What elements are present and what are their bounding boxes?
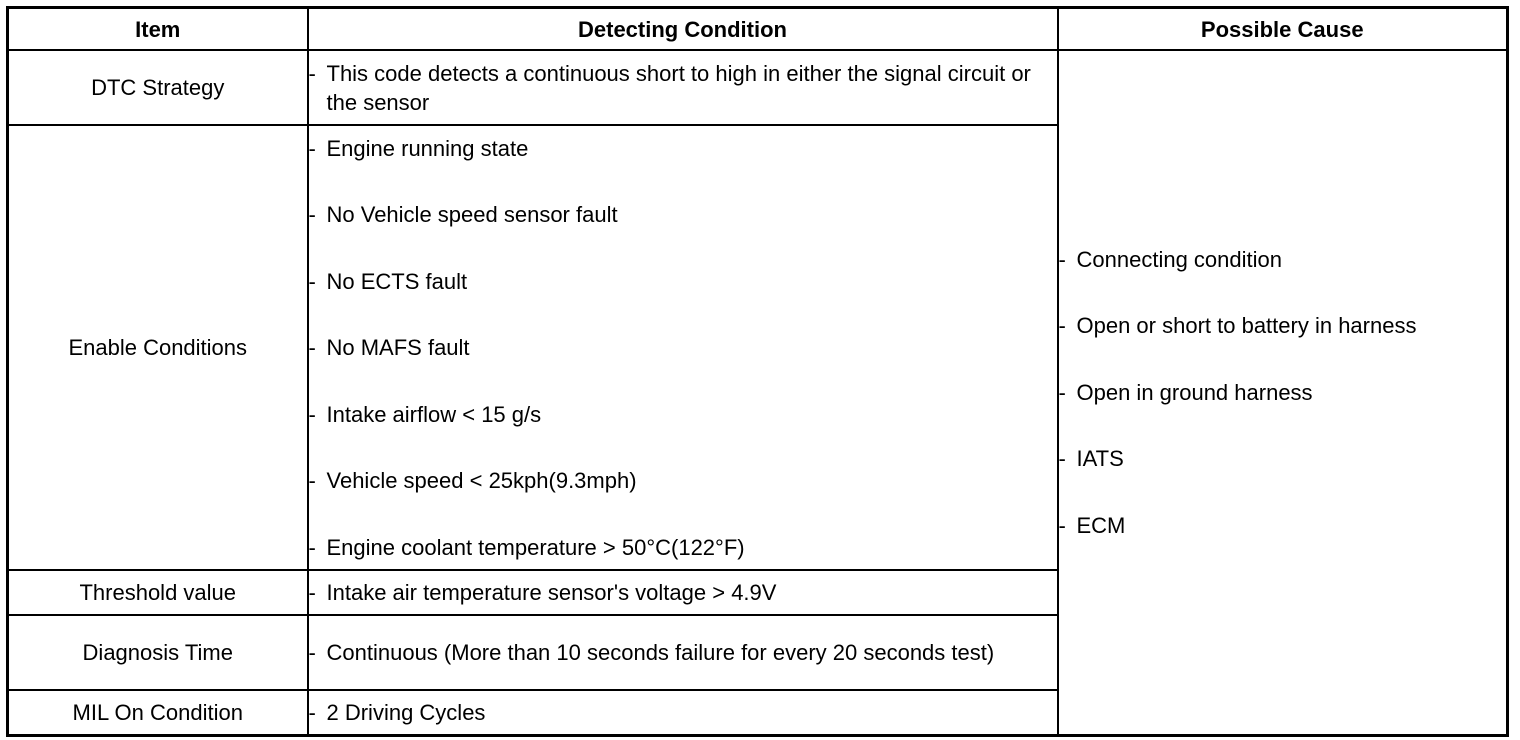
condition-line bbox=[309, 400, 1057, 429]
item-enable-conditions: Enable Conditions bbox=[8, 125, 308, 570]
cause-text: Open or short to battery in harness bbox=[1076, 313, 1417, 339]
condition-cell bbox=[308, 690, 1058, 735]
condition-line bbox=[309, 578, 1057, 607]
header-detecting-condition: Detecting Condition bbox=[308, 8, 1058, 51]
header-item: Item bbox=[8, 8, 308, 51]
condition-line bbox=[309, 134, 1057, 163]
cause-line bbox=[1059, 311, 1507, 340]
item-mil-on-condition: MIL On Condition bbox=[8, 690, 308, 735]
bullet-dash: - bbox=[308, 202, 316, 227]
bullet-dash: - bbox=[308, 534, 316, 560]
condition-text: Intake airflow < 15 g/s bbox=[326, 401, 542, 427]
dtc-table bbox=[6, 6, 1509, 737]
condition-text: Engine running state bbox=[326, 135, 529, 161]
bullet-dash: - bbox=[308, 468, 316, 493]
cause-text: Connecting condition bbox=[1076, 246, 1282, 272]
condition-line bbox=[309, 533, 1057, 562]
item-dtc-strategy: DTC Strategy bbox=[8, 50, 308, 125]
condition-text: Vehicle speed < 25kph(9.3mph) bbox=[326, 468, 637, 493]
cause-line bbox=[1059, 245, 1507, 274]
bullet-dash: - bbox=[308, 401, 316, 427]
item-diagnosis-time: Diagnosis Time bbox=[8, 615, 308, 690]
condition-text: 2 Driving Cycles bbox=[326, 699, 486, 725]
condition-text: Continuous (More than 10 seconds failure for every 20 seconds test) bbox=[326, 640, 995, 665]
condition-cell bbox=[308, 570, 1058, 615]
condition-line bbox=[309, 466, 1057, 495]
item-threshold-value: Threshold value bbox=[8, 570, 308, 615]
condition-line bbox=[309, 333, 1057, 362]
bullet-dash: - bbox=[1058, 379, 1066, 405]
possible-cause-cell bbox=[1058, 50, 1508, 735]
cause-line bbox=[1059, 378, 1507, 407]
bullet-dash: - bbox=[308, 580, 316, 605]
condition-text: No ECTS fault bbox=[326, 268, 468, 294]
condition-cell bbox=[308, 615, 1058, 690]
condition-line bbox=[309, 267, 1057, 296]
condition-text: Engine coolant temperature > 50°C(122°F) bbox=[326, 534, 745, 560]
condition-cell bbox=[308, 125, 1058, 570]
condition-text: No MAFS fault bbox=[326, 335, 470, 360]
header-row bbox=[8, 8, 1508, 51]
bullet-dash: - bbox=[308, 268, 316, 294]
cause-text: ECM bbox=[1076, 512, 1126, 538]
bullet-dash: - bbox=[1058, 313, 1066, 339]
bullet-dash: - bbox=[1058, 246, 1066, 272]
condition-line bbox=[309, 59, 1057, 117]
bullet-dash: - bbox=[308, 135, 316, 161]
condition-line bbox=[309, 200, 1057, 229]
condition-text: No Vehicle speed sensor fault bbox=[326, 202, 618, 227]
bullet-dash: - bbox=[308, 699, 316, 725]
condition-line bbox=[309, 638, 1057, 667]
header-possible-cause: Possible Cause bbox=[1058, 8, 1508, 51]
condition-line bbox=[309, 698, 1057, 727]
cause-text: Open in ground harness bbox=[1076, 379, 1313, 405]
cause-line bbox=[1059, 511, 1507, 540]
bullet-dash: - bbox=[1058, 512, 1066, 538]
bullet-dash: - bbox=[308, 60, 316, 86]
bullet-dash: - bbox=[308, 640, 316, 665]
condition-text: This code detects a continuous short to high in either the signal circuit or the sensor bbox=[326, 60, 1031, 115]
bullet-dash: - bbox=[1058, 446, 1066, 472]
condition-cell bbox=[308, 50, 1058, 125]
row-dtc-strategy bbox=[8, 50, 1508, 125]
cause-text: IATS bbox=[1076, 446, 1124, 472]
cause-line bbox=[1059, 444, 1507, 473]
condition-text: Intake air temperature sensor's voltage > 4.9V bbox=[326, 580, 777, 605]
bullet-dash: - bbox=[308, 335, 316, 360]
